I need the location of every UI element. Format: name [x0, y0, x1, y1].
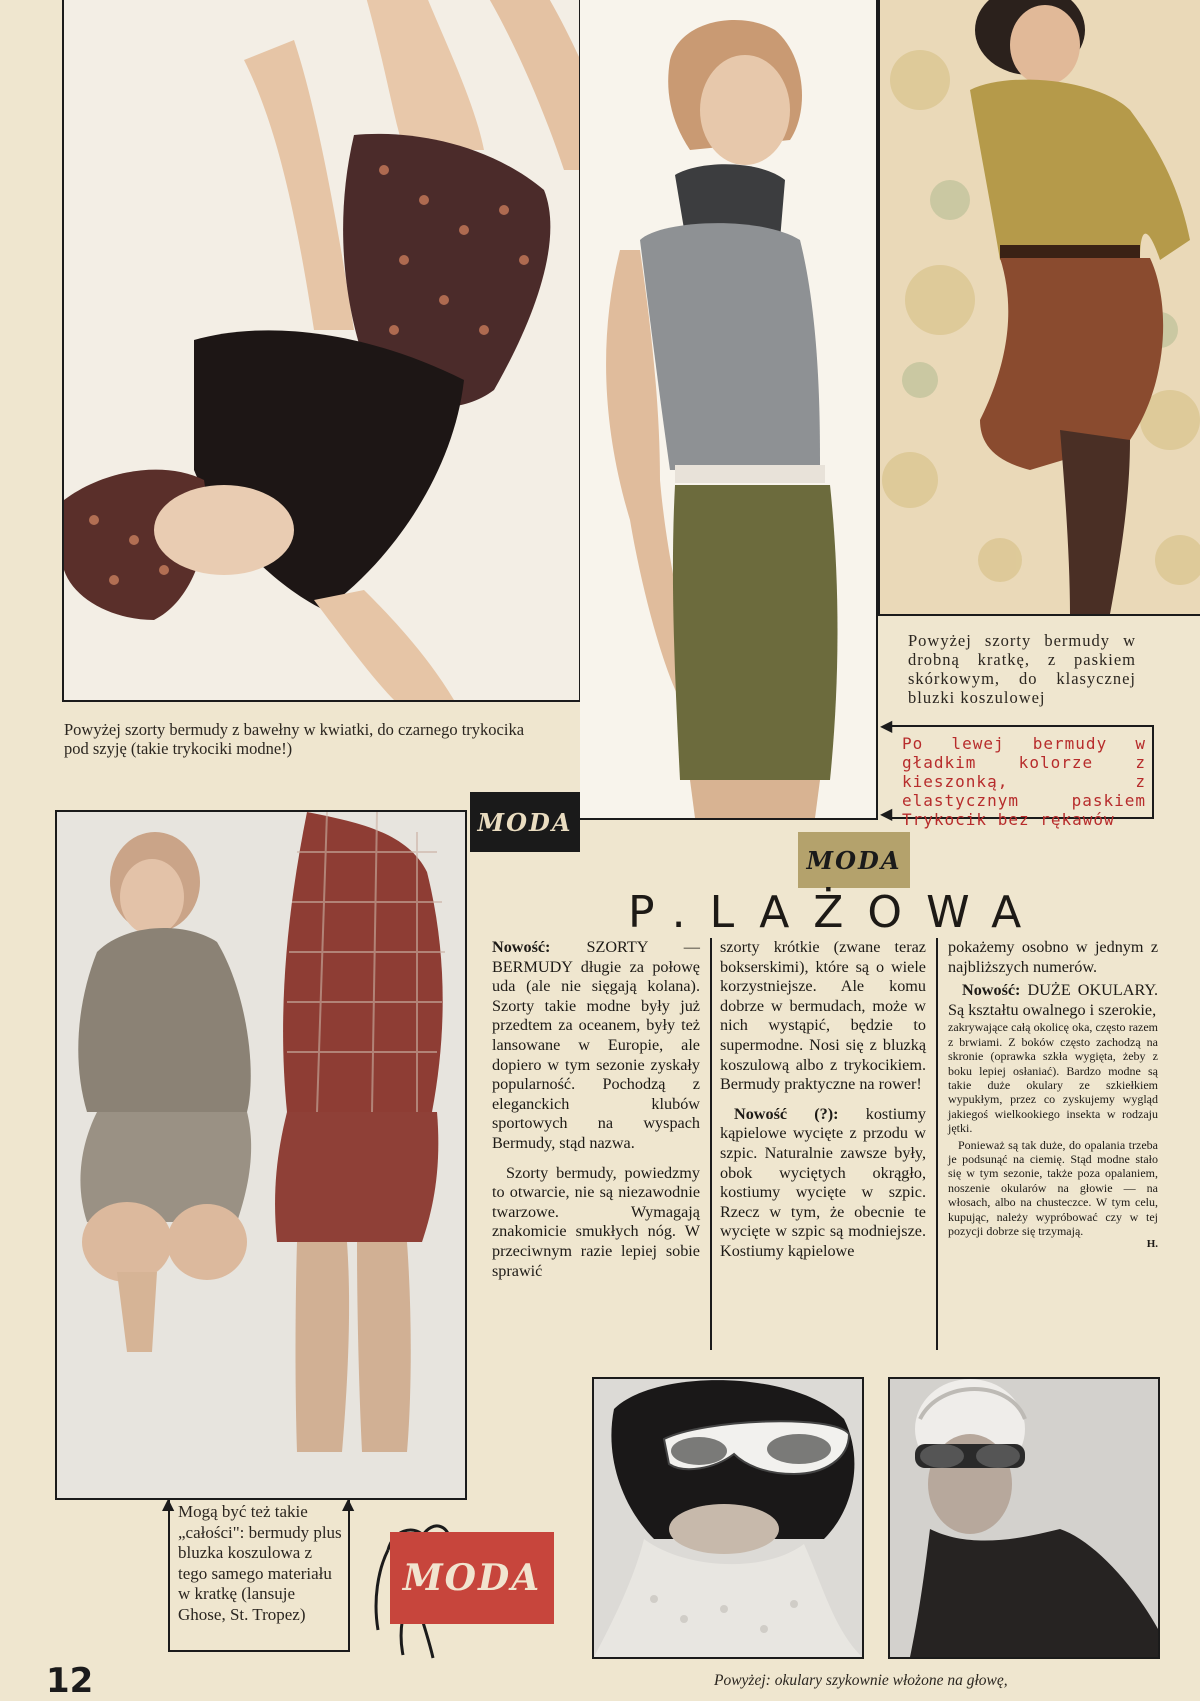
caption-left-plain: Po lewej bermudy w gładkim kolorze z kieszonką, z elastycznym paskiem Trykocik bez rękawów — [902, 734, 1146, 829]
caption-total: Mogą być też takie „całości": bermudy plus bluzka koszulowa z tego samego materiału w kratkę (lansuje Ghose, St. Tropez) — [178, 1502, 342, 1624]
divider-line — [168, 1650, 350, 1652]
caption-floral: Powyżej szorty bermudy z bawełny w kwiatki, do czarnego trykocika pod szyję (takie trykociki modne!) — [64, 720, 525, 758]
arrow-up-icon: ▲ — [162, 1494, 175, 1513]
paragraph-small: Ponieważ są tak duże, do opalania trzeba je podsunąć na ciemię. Stąd modne stało się w tym sezonie, także poza opalaniem, noszenie okularów na głowie — na włosach, albo na chusteczce. W tym celu, kupując, należy wypróbować czy w tej pozycji dobrze się trzymają. — [948, 1137, 1158, 1239]
photo-check-ensemble — [55, 810, 467, 1500]
paragraph: Nowość (?): kostiumy kąpielowe wycięte z przodu w szpic. Naturalnie zawsze były, obok wyciętych okrągło, kostiumy wycięte w szpic. Rzecz w tym, że obecnie te wycięte w szpic są modniejsze. Kostiumy kąpielowe — [720, 1104, 926, 1260]
column-rule — [710, 938, 712, 1350]
article-col-2 — [720, 938, 926, 1272]
photo-check-bermudas — [878, 0, 1200, 616]
divider-line — [878, 614, 1200, 616]
arrow-up-icon: ▲ — [342, 1494, 355, 1513]
headline: P.LAŻOWA — [628, 887, 1046, 938]
moda-badge-red: MODA — [390, 1532, 554, 1624]
divider-line — [348, 1500, 350, 1650]
page-number: 12 — [46, 1661, 94, 1701]
moda-badge-dark: MODA — [470, 792, 580, 852]
paragraph: szorty krótkie (zwane teraz bokserskimi), które są o wiele korzystniejsze. Ale komu dobrze w bermudach, może w nich wystąpić, będzie to supermodne. Nosi się z bluzką koszulową albo z trykocikiem. Bermudy praktyczne na rower! — [720, 938, 926, 1094]
paragraph: pokażemy osobno w jednym z najbliższych numerów. — [948, 938, 1158, 976]
paragraph: Nowość: DUŻE OKULARY. Są kształtu owalnego i szerokie, — [948, 981, 1158, 1019]
caption-glasses: Powyżej: okulary szykownie włożone na głowę, — [714, 1672, 1008, 1689]
paragraph-small: zakrywające całą okolicę oka, często razem z brwiami. Z boków często zachodzą na skronie (oprawka szkła wygięta, żeby z boku lepiej osłaniać). Bardzo modne są takie duże okulary ze szkiełkiem wypukłym, przez co zyskujemy wygląd jakiegoś wielkookiego insekta w rodzaju jętki. — [948, 1020, 1158, 1136]
photo-plain-bermudas — [580, 0, 878, 820]
caption-check-top: Powyżej szorty bermudy w drobną kratkę, z paskiem skórkowym, do klasycznej bluzki koszulowej — [908, 631, 1136, 707]
divider-line — [168, 1500, 170, 1650]
photo-floral-bermudas — [62, 0, 581, 702]
signature: H. — [1146, 1238, 1158, 1251]
arrow-left-icon: ◀ — [880, 716, 893, 735]
paragraph: Nowość: SZORTY — BERMUDY długie za połowę uda (ale nie sięgają kolana). Szorty takie modne były już przedtem za oceanem, były też lansowane w Europie, ale dopiero w tym sezonie zyskały popularność. Pochodzą z eleganckich klubów sportowych na wyspach Bermudy, stąd nazwa. — [492, 938, 700, 1152]
paragraph: Szorty bermudy, powiedzmy to otwarcie, nie są niezawodnie twarzowe. Wymagają znakomicie smukłych nóg. W przeciwnym razie lepiej sobie sprawić — [492, 1163, 700, 1280]
photo-white-sunglasses — [592, 1377, 864, 1659]
article-col-3 — [948, 938, 1158, 1250]
arrow-left-icon: ◀ — [880, 804, 893, 823]
column-rule — [936, 938, 938, 1350]
article-col-1 — [492, 938, 700, 1291]
moda-badge-olive: MODA — [798, 832, 910, 888]
photo-turban-sunglasses — [888, 1377, 1160, 1659]
divider-line — [62, 700, 578, 702]
